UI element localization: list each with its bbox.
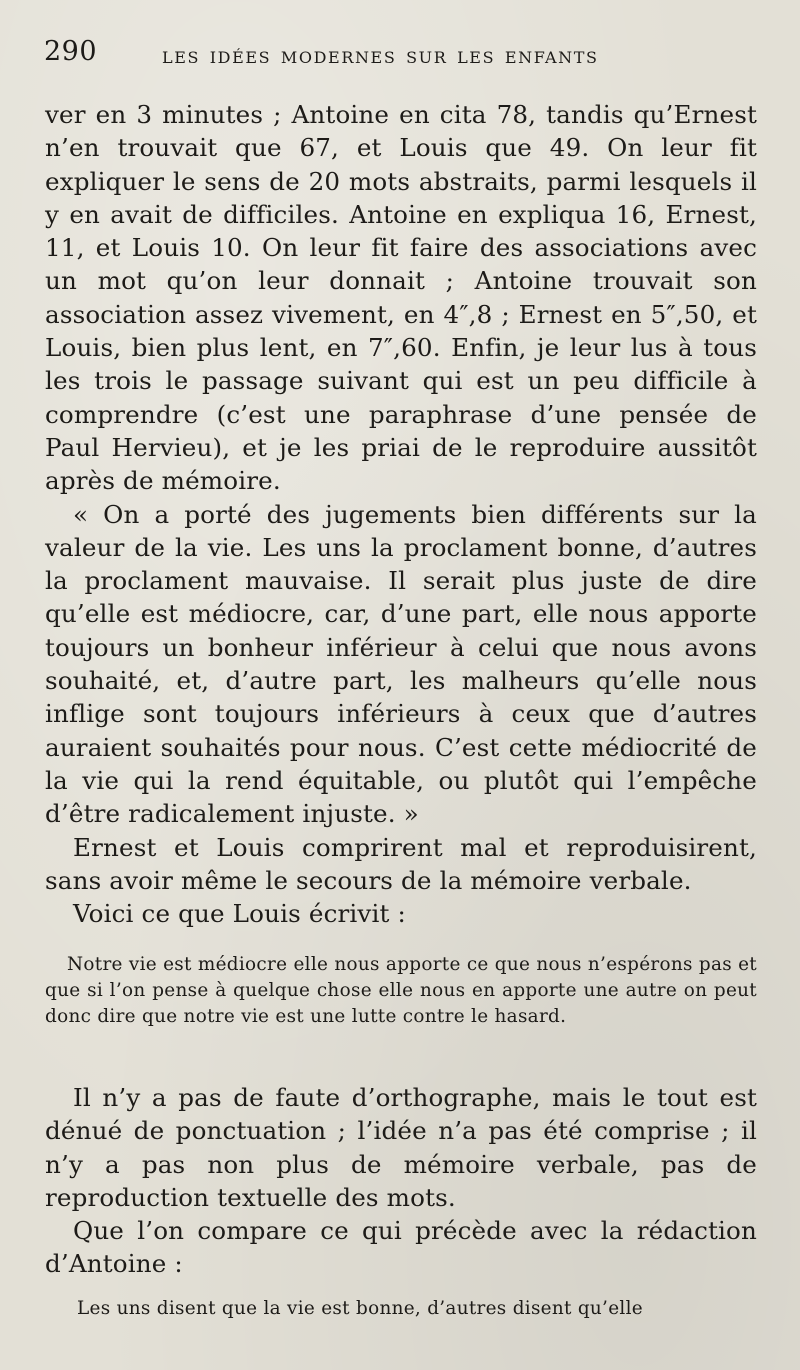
- paragraph-antoine-intro: Que l’on compare ce qui précède avec la rédaction d’Antoine :: [45, 1216, 757, 1279]
- running-head: LES IDÉES MODERNES SUR LES ENFANTS: [162, 48, 599, 67]
- paragraph-analysis: Il n’y a pas de faute d’orthographe, mais le tout est dénué de ponctuation ; l’idée n’a pas été comprise ; il n’y a pas non plus de mémoire verbale, pas de reproduction textuelle des mots.: [45, 1083, 757, 1212]
- page-header: [44, 36, 756, 72]
- page-number: 290: [44, 36, 98, 67]
- antoine-reproduction: [45, 1296, 757, 1322]
- louis-reproduction: [45, 952, 757, 1030]
- paragraph-quoted-passage: « On a porté des jugements bien différents sur la valeur de la vie. Les uns la proclament bonne, d’autres la proclament mauvaise. Il serait plus juste de dire qu’elle est médiocre, car, d’une part, elle nous apporte toujours un bonheur inférieur à celui que nous avons souhaité, et, d’autre part, les malheurs qu’elle nous inflige sont toujours inférieurs à ceux que d’autres auraient souhaités pour nous. C’est cette médiocrité de la vie qui la rend équitable, ou plutôt qui l’empêche d’être radicalement injuste. »: [45, 499, 757, 829]
- main-text: [45, 98, 757, 930]
- antoine-reproduction-text: Les uns disent que la vie est bonne, d’autres disent qu’elle: [77, 1298, 643, 1319]
- paragraph-ernest-louis: Ernest et Louis comprirent mal et reproduisirent, sans avoir même le secours de la mémoire verbale.: [45, 832, 757, 895]
- paragraph-continuation: ver en 3 minutes ; Antoine en cita 78, tandis qu’Ernest n’en trouvait que 67, et Louis que 49. On leur fit expliquer le sens de 20 mots abstraits, parmi lesquels il y en avait de difficiles. Antoine en expliqua 16, Ernest, 11, et Louis 10. On leur fit faire des associations avec un mot qu’on leur donnait ; Antoine trouvait son association assez vivement, en 4″,8 ; Ernest en 5″,50, et Louis, bien plus lent, en 7″,60. Enfin, je leur lus à tous les trois le passage suivant qui est un peu difficile à comprendre (c’est une paraphrase d’une pensée de Paul Hervieu), et je les priai de le reproduire aussitôt après de mémoire.: [45, 100, 757, 496]
- main-text-continued: [45, 1081, 757, 1281]
- louis-reproduction-text: Notre vie est médiocre elle nous apporte ce que nous n’espérons pas et que si l’on pense à quelque chose elle nous en apporte une autre on peut donc dire que notre vie est une lutte contre le hasard.: [45, 954, 757, 1027]
- paragraph-louis-intro: Voici ce que Louis écrivit :: [73, 899, 406, 929]
